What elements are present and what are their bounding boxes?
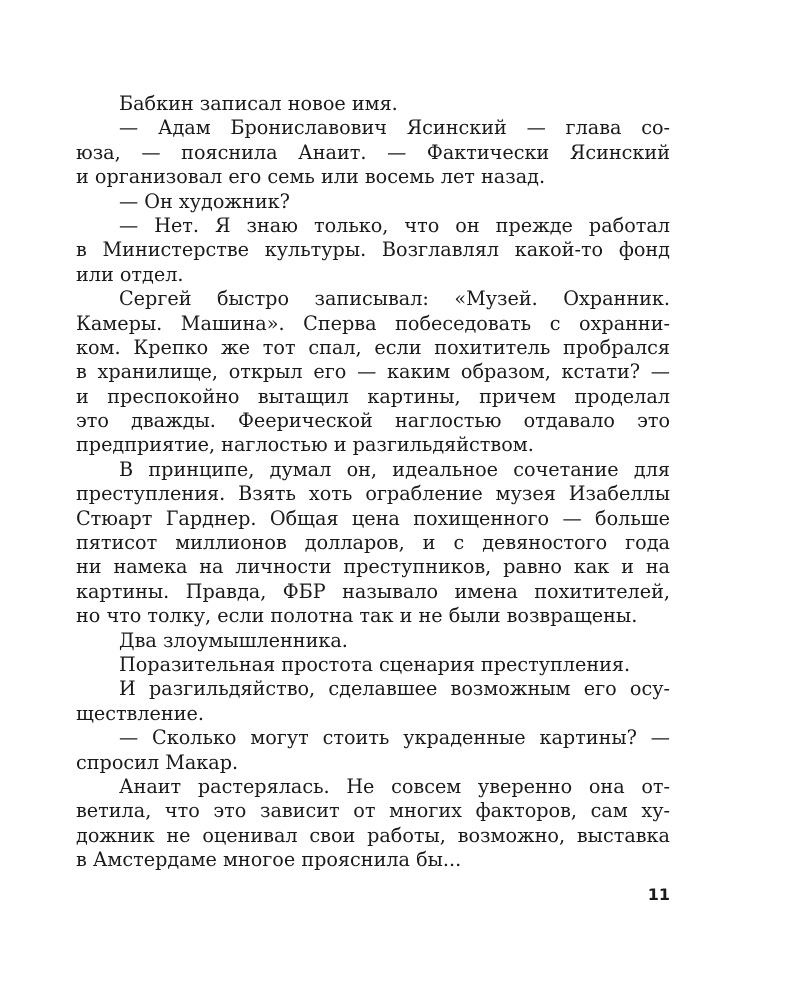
text-line: Анаит растерялась. Не совсем уверенно она от- — [119, 774, 670, 798]
text-line: Стюарт Гарднер. Общая цена похищенного — больше — [76, 506, 670, 530]
text-line: предприятие, наглостью и разгильдяйством. — [76, 433, 534, 457]
body-text — [76, 92, 670, 873]
text-line: — Нет. Я знаю только, что он прежде работал — [119, 213, 670, 237]
text-line: Камеры. Машина». Сперва побеседовать с охранни- — [76, 311, 670, 335]
text-line: дожник не оценивал свои работы, возможно, выставка — [76, 823, 670, 847]
text-line: — Сколько могут стоить украденные картины? — — [119, 726, 670, 750]
text-line: Поразительная простота сценария преступления. — [119, 652, 631, 676]
text-line: ни намека на личности преступников, равно как и на — [76, 555, 670, 579]
text-line: или отдел. — [76, 262, 184, 286]
text-line: в хранилище, открыл его — каким образом, кстати? — — [76, 360, 670, 384]
text-line: ветила, что это зависит от многих факторов, сам ху- — [76, 799, 670, 823]
text-line: ществление. — [76, 701, 204, 725]
text-line: ком. Крепко же тот спал, если похититель пробрался — [76, 335, 670, 359]
page-number: 11 — [647, 885, 670, 904]
text-line: Бабкин записал новое имя. — [119, 92, 398, 115]
text-line: в Амстердаме многое прояснила бы... — [76, 848, 462, 872]
text-line: преступления. Взять хоть ограбление музея Изабеллы — [76, 482, 670, 506]
text-line: в Министерстве культуры. Возглавлял какой-то фонд — [76, 238, 670, 262]
text-line: — Он художник? — [119, 189, 290, 213]
text-line: В принципе, думал он, идеальное сочетание для — [119, 457, 670, 481]
text-line: Сергей быстро записывал: «Музей. Охранник. — [119, 287, 670, 311]
text-line: и организовал его семь или восемь лет назад. — [76, 165, 546, 189]
text-line: и преспокойно вытащил картины, причем проделал — [76, 384, 670, 408]
text-line: Два злоумышленника. — [119, 628, 348, 652]
text-line: но что толку, если полотна так и не были возвращены. — [76, 604, 638, 628]
text-line: это дважды. Феерической наглостью отдавало это — [76, 409, 670, 433]
text-line: спросил Макар. — [76, 750, 239, 774]
text-line: юза, — пояснила Анаит. — Фактически Ясинский — [76, 140, 670, 164]
text-line: пятисот миллионов долларов, и с девяностого года — [76, 531, 670, 555]
text-line: картины. Правда, ФБР называло имена похитителей, — [76, 579, 670, 603]
text-line: — Адам Брониславович Ясинский — глава со- — [119, 116, 670, 140]
text-line: И разгильдяйство, сделавшее возможным его осу- — [119, 677, 670, 701]
